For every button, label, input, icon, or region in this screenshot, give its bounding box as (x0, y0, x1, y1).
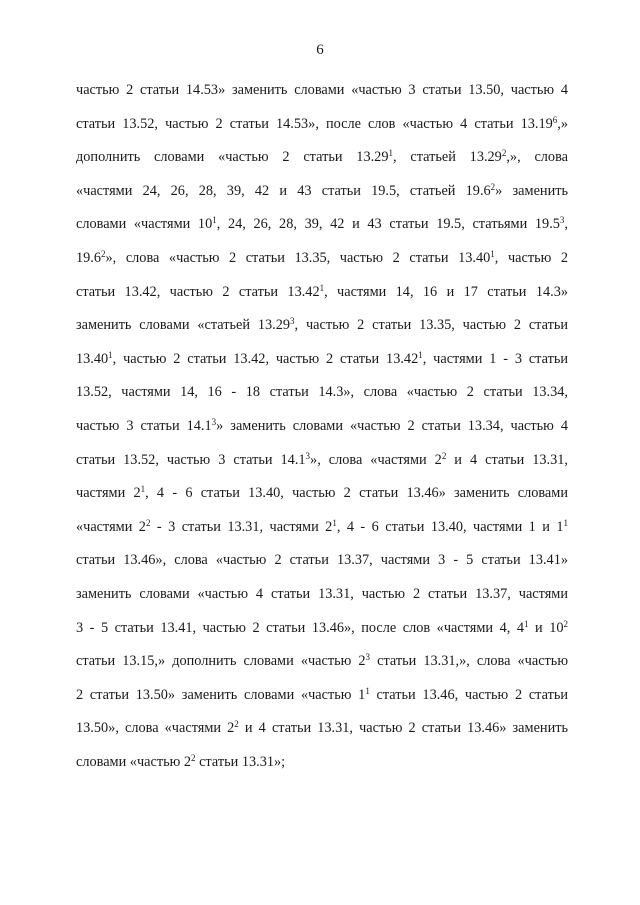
text-segment: , частью 2 (494, 249, 568, 266)
text-segment: 13.50», слова «частями 2 (76, 720, 235, 737)
text-segment: 19.6 (76, 249, 102, 266)
text-segment: , 4 - 6 статьи 13.40, частями 1 и 1 (336, 518, 564, 535)
superscript: 6 (552, 114, 558, 125)
superscript: 1 (365, 685, 370, 696)
text-segment: словами «частью 2 (76, 753, 192, 770)
text-segment: » заменить словами «частью 2 статьи 13.34, частью 4 (216, 417, 568, 434)
text-line (76, 242, 568, 276)
text-segment: статьи 13.31»; (195, 753, 286, 770)
text-line (76, 612, 568, 646)
text-segment: » заменить (495, 182, 568, 199)
text-line (76, 544, 568, 578)
text-line (76, 410, 568, 444)
superscript: 3 (290, 316, 295, 327)
text-segment: , частью 2 статьи 13.42, частью 2 статьи 13.42 (112, 350, 419, 367)
text-line (76, 74, 568, 108)
text-segment: частью 3 статьи 14.1 (76, 417, 212, 434)
superscript: 2 (234, 719, 239, 730)
superscript: 2 (490, 181, 496, 192)
text-segment: словами «частями 10 (76, 216, 213, 233)
superscript: 1 (319, 282, 325, 293)
text-line (76, 141, 568, 175)
text-segment: , частью 2 статьи 13.35, частью 2 статьи (294, 317, 568, 334)
text-segment: статьи 13.46, частью 2 статьи (369, 686, 568, 703)
document-body (76, 74, 568, 779)
text-line (76, 309, 568, 343)
text-line (76, 746, 568, 780)
text-segment: статьи 13.52, частью 2 статьи 14.53», после слов «частью 4 статьи 13.19 (76, 115, 553, 132)
text-segment: и 4 статьи 13.31, (446, 451, 568, 468)
page-number: 6 (316, 42, 324, 58)
superscript: 2 (563, 618, 568, 629)
superscript: 1 (388, 148, 393, 159)
text-segment: «частями 2 (76, 518, 146, 535)
text-segment: , 4 - 6 статьи 13.40, частью 2 статьи 13.46» заменить словами (145, 485, 568, 502)
text-segment: статьи 13.46», слова «частью 2 статьи 13.37, частями 3 - 5 статьи 13.41» (76, 552, 568, 569)
superscript: 2 (501, 148, 507, 159)
text-segment: статьи 13.15,» дополнить словами «частью 2 (76, 653, 366, 670)
text-segment: , частями 14, 16 и 17 статьи 14.3» (324, 283, 568, 300)
text-segment: статьи 13.42, частью 2 статьи 13.42 (76, 283, 320, 300)
text-line (76, 477, 568, 511)
text-line (76, 208, 568, 242)
text-segment: », слова «частями 2 (310, 451, 442, 468)
text-segment: 13.40 (76, 350, 109, 367)
text-line (76, 376, 568, 410)
superscript: 2 (101, 249, 106, 260)
text-segment: частью 2 статьи 14.53» заменить словами «частью 3 статьи 13.50, частью 4 (76, 82, 568, 98)
text-segment: заменить словами «частью 4 статьи 13.31, частью 2 статьи 13.37, частями (76, 585, 568, 602)
superscript: 3 (211, 417, 217, 427)
text-segment: , 24, 26, 28, 39, 42 и 43 статьи 19.5, статьями 19.5 (216, 216, 560, 233)
superscript: 2 (191, 752, 196, 763)
text-line (76, 108, 568, 142)
text-segment: ,» (557, 115, 568, 132)
superscript: 3 (305, 450, 311, 461)
text-line (76, 645, 568, 679)
text-segment: - 3 статьи 13.31, частями 2 (150, 518, 333, 535)
text-line (76, 511, 568, 545)
text-segment: 3 - 5 статьи 13.41, частью 2 статьи 13.46», после слов «частями 4, 4 (76, 619, 524, 636)
superscript: 2 (145, 517, 151, 528)
text-line (76, 343, 568, 377)
text-segment: статьи 13.31,», слова «частью (370, 653, 568, 670)
text-segment: заменить словами «статьей 13.29 (76, 317, 291, 334)
text-segment: дополнить словами «частью 2 статьи 13.29 (76, 149, 389, 166)
superscript: 1 (490, 249, 495, 260)
text-line (76, 578, 568, 612)
text-line (76, 712, 568, 746)
superscript: 3 (365, 652, 371, 663)
superscript: 2 (441, 450, 447, 461)
text-segment: «частями 24, 26, 28, 39, 42 и 43 статьи 19.5, статьей 19.6 (76, 182, 491, 199)
text-line (76, 444, 568, 478)
text-segment: , частями 1 - 3 статьи (422, 350, 568, 367)
superscript: 1 (140, 484, 146, 495)
superscript: 1 (108, 349, 113, 360)
text-segment: и 4 статьи 13.31, частью 2 статьи 13.46» заменить (238, 720, 568, 737)
superscript: 1 (563, 517, 569, 528)
superscript: 1 (523, 618, 529, 629)
superscript: 1 (332, 517, 337, 528)
text-segment: статьи 13.52, частью 3 статьи 14.1 (76, 451, 306, 468)
text-segment: ,», слова (506, 149, 568, 166)
text-segment: , (564, 216, 568, 233)
superscript: 1 (418, 349, 423, 360)
text-line (76, 175, 568, 209)
text-segment: 13.52, частями 14, 16 - 18 статьи 14.3», слова «частью 2 статьи 13.34, (76, 384, 568, 401)
text-line (76, 679, 568, 713)
superscript: 3 (559, 215, 565, 226)
text-segment: 2 статьи 13.50» заменить словами «частью 1 (76, 686, 366, 703)
text-segment: », слова «частью 2 статьи 13.35, частью 2 статьи 13.40 (105, 249, 491, 266)
superscript: 1 (212, 215, 217, 226)
text-segment: частями 2 (76, 485, 141, 502)
text-segment: и 10 (528, 619, 564, 636)
text-segment: , статьей 13.29 (392, 149, 502, 166)
text-line (76, 276, 568, 310)
